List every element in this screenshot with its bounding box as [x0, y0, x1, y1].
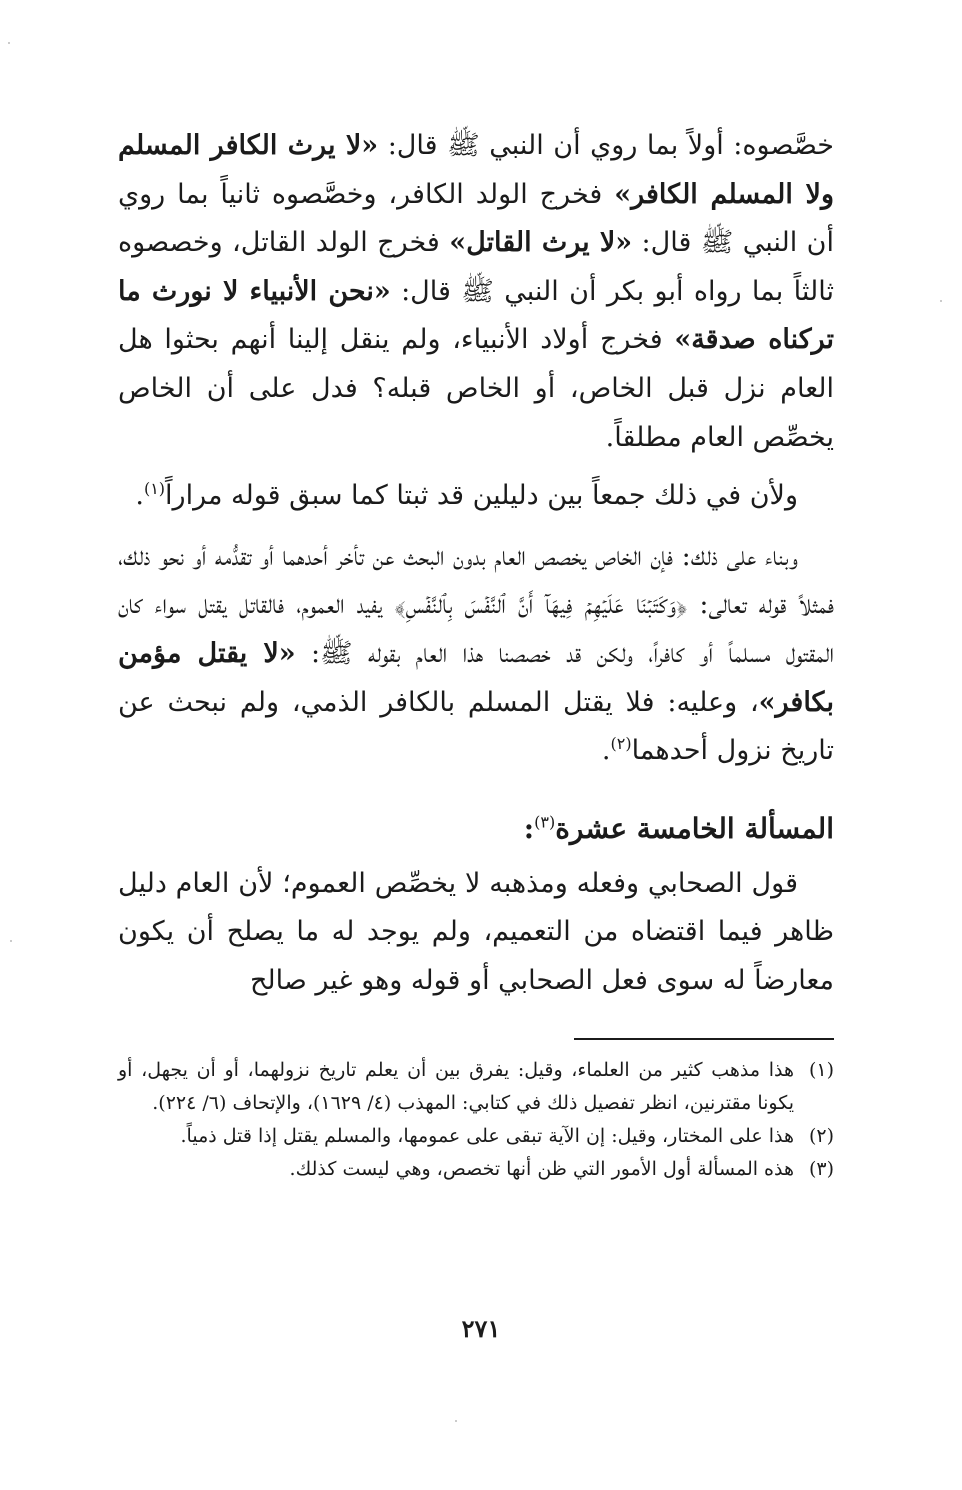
scan-speck — [940, 300, 942, 302]
footnote-3 — [118, 1153, 834, 1186]
text-run: ولأن في ذلك جمعاً بين دليلين قد ثبتا كما سبق قوله مراراً — [165, 480, 798, 512]
footnote-text: هذا على المختار، وقيل: إن الآية تبقى على عمومها، والمسلم يقتل إذا قتل ذمياً. — [180, 1124, 794, 1147]
hadith-quote: «نحن الأنبياء لا نورث ما تركناه صدقة» — [118, 275, 835, 356]
paragraph — [118, 122, 834, 462]
footnote-text: هذه المسألة أول الأمور التي ظن أنها تخصص، وهي ليست كذلك. — [289, 1157, 794, 1180]
paragraph — [118, 472, 834, 521]
footnote-ref: (٢) — [610, 734, 632, 754]
footnote-number: (٢) — [808, 1124, 834, 1147]
footnote-number: (١) — [808, 1058, 834, 1081]
hadith-quote: «لا يرث الكافر المسلم ولا المسلم الكافر» — [118, 130, 834, 210]
heading-colon: : — [523, 811, 535, 845]
text-run: وبناء على ذلك: فإن الخاص يخصص العام بدون البحث عن تأخر أحدهما أو تقدُّمه أو نحو ذلك، فمثلاً قوله تعالى: ﴿وَكَتَبۡنَا عَلَيۡهِمۡ فِيهَآ أَنَّ ٱلنَّفۡسَ بِٱلنَّفۡسِ﴾ يفيد العموم، فالقاتل يقتل سواء كان المقتول مسلماً أو كافراً، ولكن قد خصصنا هذا العام بقوله ﷺ: — [118, 540, 834, 669]
main-text — [118, 122, 834, 776]
text-run: ، وعليه: فلا يقتل المسلم بالكافر الذمي، ولم نبحث عن تاريخ نزول أحدهما — [118, 686, 834, 767]
hadith-quote: «لا يقتل مؤمن بكافر» — [118, 637, 834, 718]
footnote-1 — [118, 1054, 834, 1120]
footnote-2 — [118, 1120, 834, 1153]
scan-speck — [8, 42, 10, 44]
footnote-ref: (٣) — [534, 812, 556, 832]
hadith-quote: «لا يرث القاتل» — [449, 227, 633, 259]
footnotes — [118, 1054, 834, 1186]
section-heading — [118, 804, 834, 854]
footnote-text: هذا مذهب كثير من العلماء، وقيل: يفرق بين أن يعلم تاريخ نزولهما، أو أن يجهل، أو يكونا مقترنين، انظر تفصيل ذلك في كتابي: المهذب (٤/ ١٦٢٩)، والإتحاف (٦/ ٢٢٤). — [118, 1058, 794, 1114]
text-run: فخرج الولد الكافر، وخصَّصوه ثانياً بما روي أن النبي ﷺ قال: — [118, 178, 834, 259]
page-body — [118, 122, 834, 1186]
footnote-ref: (١) — [143, 479, 166, 499]
footnote-divider — [574, 1038, 834, 1040]
text-run: فخرج أولاد الأنبياء، ولم ينقل إلينا أنهم بحثوا هل العام نزل قبل الخاص، أو الخاص قبله؟ فدل على أن الخاص يخصِّص العام مطلقاً. — [118, 324, 834, 453]
section-heading-text: المسألة الخامسة عشرة — [555, 811, 834, 845]
text-run: . — [601, 735, 611, 767]
scan-speck — [10, 940, 12, 942]
closing-paragraph: قول الصحابي وفعله ومذهبه لا يخصِّص العموم؛ لأن العام دليل ظاهر فيما اقتضاه من التعميم، ولم يوجد له ما يصلح أن يكون معارضاً له سوى فعل الصحابي أو قوله وهو غير صالح — [118, 867, 834, 996]
paragraph — [118, 533, 834, 776]
page-number: ٢٧١ — [461, 1314, 501, 1343]
text-run: خصَّصوه: أولاً بما روي أن النبي ﷺ قال: — [378, 130, 834, 161]
scan-speck — [455, 1420, 457, 1422]
text-run: فخرج الولد القاتل، وخصصوه ثالثاً بما رواه أبو بكر أن النبي ﷺ قال: — [118, 227, 834, 307]
footnote-number: (٣) — [808, 1157, 834, 1180]
text-run: . — [135, 480, 144, 512]
